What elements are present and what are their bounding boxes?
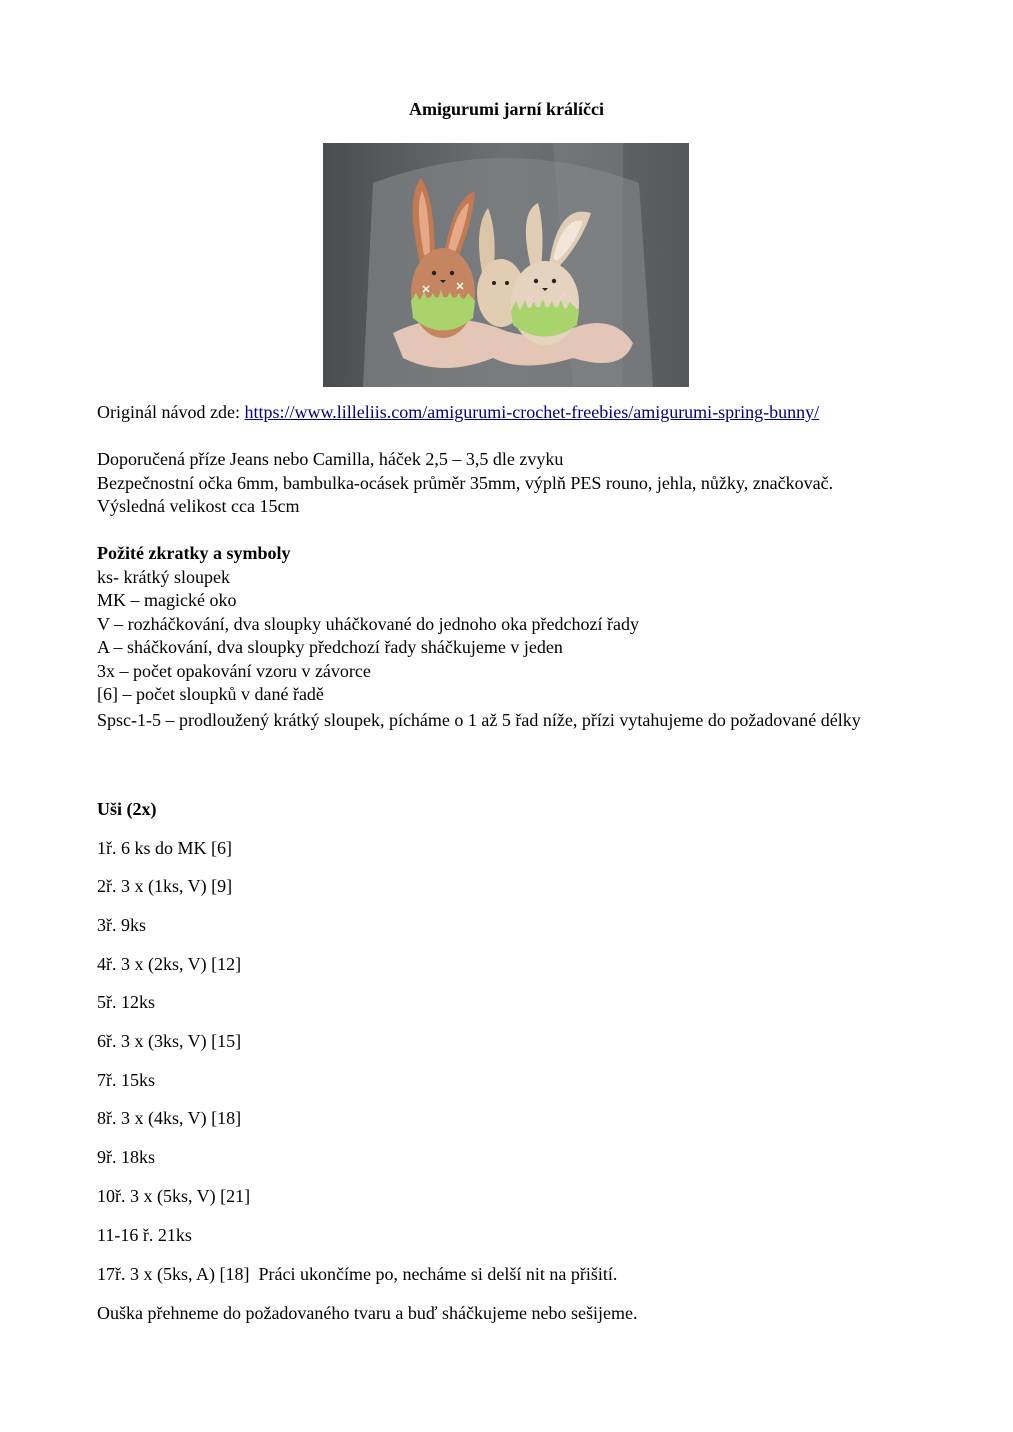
abbreviation-item: ks- krátký sloupek (97, 566, 230, 587)
abbreviation-item: V – rozháčkování, dva sloupky uháčkované do jednoho oka předchozí řady (97, 613, 640, 634)
bunnies-photo (323, 143, 689, 387)
materials-line: Doporučená příze Jeans nebo Camilla, háček 2,5 – 3,5 dle zvyku (97, 449, 564, 469)
abbreviation-item: Spsc-1-5 – prodloužený krátký sloupek, pícháme o 1 až 5 řad níže, přízi vytahujeme do požadované délky (97, 709, 861, 730)
ears-row: 17ř. 3 x (5ks, A) [18] Práci ukončíme po, necháme si delší nit na přišití. (97, 1264, 618, 1284)
ears-row: 4ř. 3 x (2ks, V) [12] (97, 954, 242, 974)
abbreviation-item: 3x – počet opakování vzoru v závorce (97, 660, 371, 681)
ears-row: 5ř. 12ks (97, 992, 155, 1012)
abbreviations-heading: Požité zkratky a symboly (97, 543, 291, 563)
ears-row: 9ř. 18ks (97, 1147, 155, 1167)
ears-finishing-note: Ouška přehneme do požadovaného tvaru a buď sháčkujeme nebo sešijeme. (97, 1303, 638, 1323)
document-title: Amigurumi jarní králíčci (409, 99, 604, 119)
ears-row: 7ř. 15ks (97, 1070, 155, 1090)
abbreviation-item: A – sháčkování, dva sloupky předchozí řady sháčkujeme v jeden (97, 637, 563, 657)
abbreviations-section (97, 542, 927, 734)
ears-row: 6ř. 3 x (3ks, V) [15] (97, 1031, 242, 1051)
source-link[interactable]: https://www.lilleliis.com/amigurumi-crochet-freebies/amigurumi-spring-bunny/ (244, 402, 820, 422)
abbreviation-item: [6] – počet sloupků v dané řadě (97, 684, 324, 704)
ears-row: 1ř. 6 ks do MK [6] (97, 838, 232, 858)
bunnies-photo-illustration (323, 143, 689, 387)
ears-heading: Uši (2x) (97, 799, 157, 819)
materials-paragraph (97, 448, 927, 519)
ears-row: 8ř. 3 x (4ks, V) [18] (97, 1108, 242, 1128)
materials-line: Bezpečnostní očka 6mm, bambulka-ocásek průměr 35mm, výplň PES rouno, jehla, nůžky, značkovač. Výsledná velikost cca 15cm (97, 472, 834, 516)
source-label: Originál návod zde: (97, 402, 245, 422)
ears-row: 2ř. 3 x (1ks, V) [9] (97, 876, 233, 896)
source-paragraph (97, 401, 927, 425)
ears-row: 10ř. 3 x (5ks, V) [21] (97, 1186, 251, 1206)
abbreviation-item: MK – magické oko (97, 590, 237, 610)
ears-row: 3ř. 9ks (97, 915, 146, 935)
ears-row: 11-16 ř. 21ks (97, 1225, 192, 1245)
